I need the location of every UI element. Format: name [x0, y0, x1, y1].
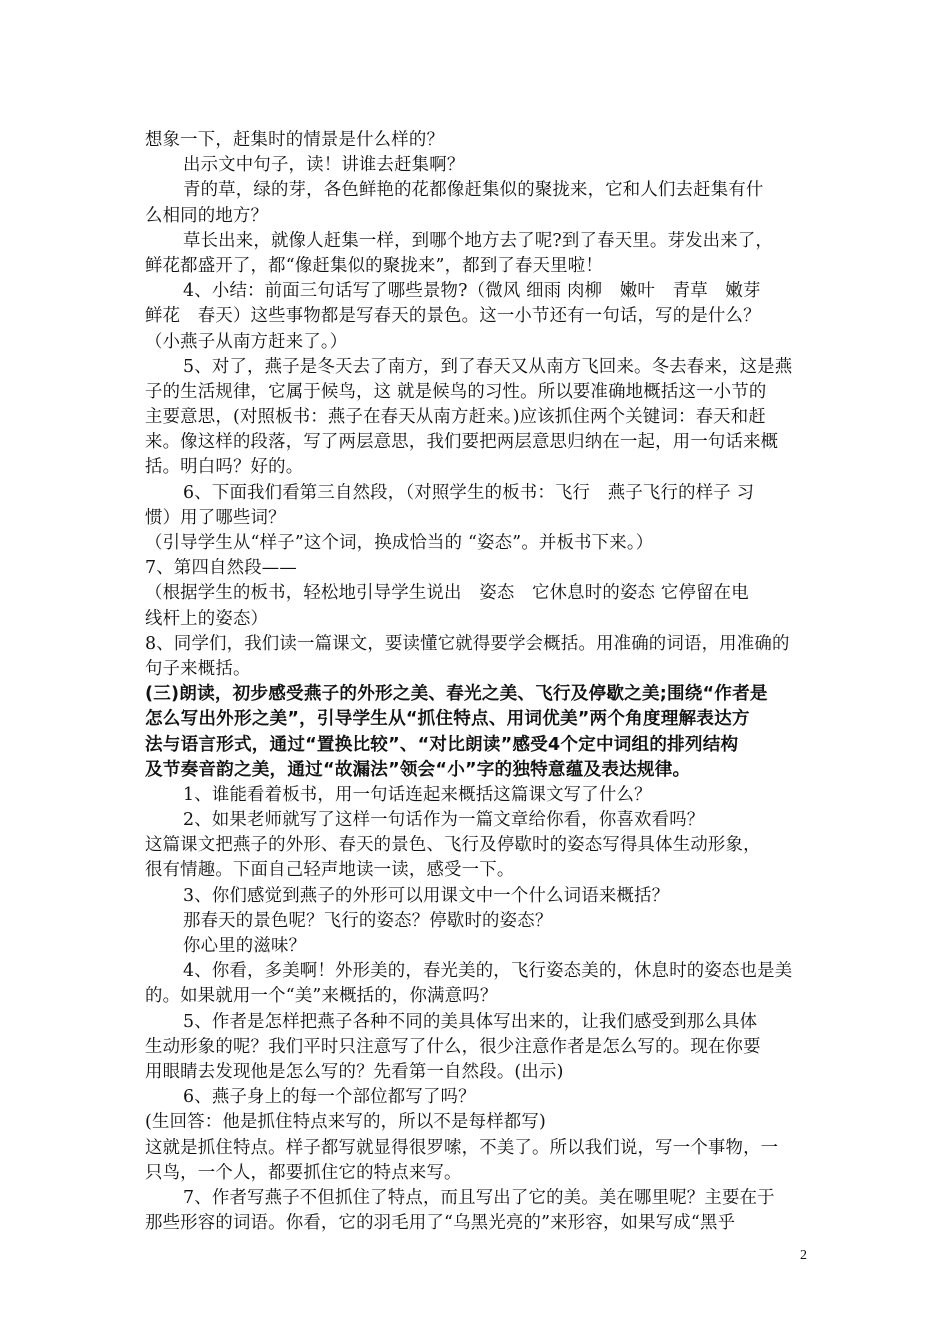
text-line: 草长出来，就像人赶集一样，到哪个地方去了呢?到了春天里。芽发出来了， — [183, 230, 774, 251]
text-line: 青的草，绿的芽，各色鲜艳的花都像赶集似的聚拢来，它和人们去赶集有什 — [183, 180, 764, 201]
text-line: 4、你看，多美啊！外形美的，春光美的，飞行姿态美的，休息时的姿态也是美 — [183, 961, 793, 982]
section-heading-line: 及节奏音韵之美，通过“故漏法”领会“小”字的独特意蕴及表达规律。 — [145, 759, 691, 780]
text-line: 8、同学们，我们读一篇课文，要读懂它就得要学会概括。用准确的词语，用准确的 — [145, 633, 790, 654]
text-line: 那春天的景色呢？飞行的姿态？停歇时的姿态？ — [183, 910, 553, 931]
text-line: 子的生活规律，它属于候鸟，这 就是候鸟的习性。所以要准确地概括这一小节的 — [145, 381, 767, 402]
text-line: （引导学生从“样子”这个词，换成恰当的 “姿态”。并板书下来。） — [145, 533, 654, 553]
text-line: 7、第四自然段—— — [145, 558, 297, 579]
text-line: 那些形容的词语。你看，它的羽毛用了“乌黑光亮的”来形容，如果写成“黑乎 — [145, 1213, 736, 1234]
text-line: 5、作者是怎样把燕子各种不同的美具体写出来的，让我们感受到那么具体 — [183, 1011, 758, 1032]
text-line: 6、燕子身上的每一个部位都写了吗？ — [183, 1087, 476, 1108]
text-line: 主要意思，(对照板书：燕子在春天从南方赶来。)应该抓住两个关键词：春天和赶 — [145, 407, 766, 428]
text-line: 4、小结：前面三句话写了哪些景物?（微风 细雨 肉柳 嫩叶 青草 嫩芽 — [183, 281, 761, 302]
text-line: 鲜花都盛开了，都“像赶集似的聚拢来”，都到了春天里啦！ — [145, 255, 603, 276]
page-number: 2 — [800, 1248, 807, 1263]
text-line: 出示文中句子，读！讲谁去赶集啊？ — [183, 155, 465, 176]
section-heading-line: 法与语言形式，通过“置换比较”、“对比朗读”感受4个定中词组的排列结构 — [145, 734, 739, 755]
section-heading-line: (三)朗读，初步感受燕子的外形之美、春光之美、飞行及停歇之美;围绕“作者是 — [145, 684, 768, 705]
section-heading-line: 怎么写出外形之美”，引导学生从“抓住特点、用词优美”两个角度理解表达方 — [145, 709, 750, 730]
text-line: （小燕子从南方赶来了。） — [145, 331, 348, 352]
text-line: 只鸟，一个人，都要抓住它的特点来写。 — [145, 1162, 462, 1183]
text-line: 3、你们感觉到燕子的外形可以用课文中一个什么词语来概括？ — [183, 885, 670, 906]
text-line: 鲜花 春天）这些事物都是写春天的景色。这一小节还有一句话，写的是什么？ — [145, 306, 761, 327]
text-line: 很有情趣。下面自己轻声地读一读，感受一下。 — [145, 860, 515, 881]
text-line: 的。如果就用一个“美”来概括的，你满意吗？ — [145, 986, 498, 1007]
text-line: 句子来概括。 — [145, 658, 251, 679]
text-line: 5、对了，燕子是冬天去了南方，到了春天又从南方飞回来。冬去春来，这是燕 — [183, 356, 793, 377]
text-line: 你心里的滋味？ — [183, 936, 307, 956]
text-line: 这篇课文把燕子的外形、春天的景色、飞行及停歇时的姿态写得具体生动形象， — [145, 835, 761, 856]
document-body — [145, 128, 815, 1236]
text-line: 1、谁能看着板书，用一句话连起来概括这篇课文写了什么？ — [183, 784, 652, 805]
text-line: 括。明白吗？好的。 — [145, 457, 304, 478]
text-line: 7、作者写燕子不但抓住了特点，而且写出了它的美。美在哪里呢？主要在于 — [183, 1187, 775, 1208]
text-line: （根据学生的板书，轻松地引导学生说出 姿态 它休息时的姿态 它停留在电 — [145, 583, 749, 604]
text-line: 生动形象的呢？我们平时只注意写了什么，很少注意作者是怎么写的。现在你要 — [145, 1036, 761, 1057]
text-line: 想象一下，赶集时的情景是什么样的？ — [145, 130, 445, 150]
text-line: 么相同的地方？ — [145, 205, 269, 226]
text-line: (生回答：他是抓住特点来写的，所以不是每样都写) — [145, 1112, 546, 1133]
text-line: 2、如果老师就写了这样一句话作为一篇文章给你看，你喜欢看吗？ — [183, 810, 705, 831]
text-line: 惯）用了哪些词？ — [145, 507, 286, 528]
text-line: 这就是抓住特点。样子都写就显得很罗嗦，不美了。所以我们说，写一个事物，一 — [145, 1137, 779, 1158]
text-line: 用眼睛去发现他是怎么写的？先看第一自然段。(出示) — [145, 1061, 564, 1082]
text-line: 6、下面我们看第三自然段，（对照学生的板书：飞行 燕子飞行的样子 习 — [183, 482, 755, 503]
text-line: 来。像这样的段落，写了两层意思，我们要把两层意思归纳在一起，用一句话来概 — [145, 432, 779, 453]
text-line: 线杆上的姿态） — [145, 608, 269, 629]
